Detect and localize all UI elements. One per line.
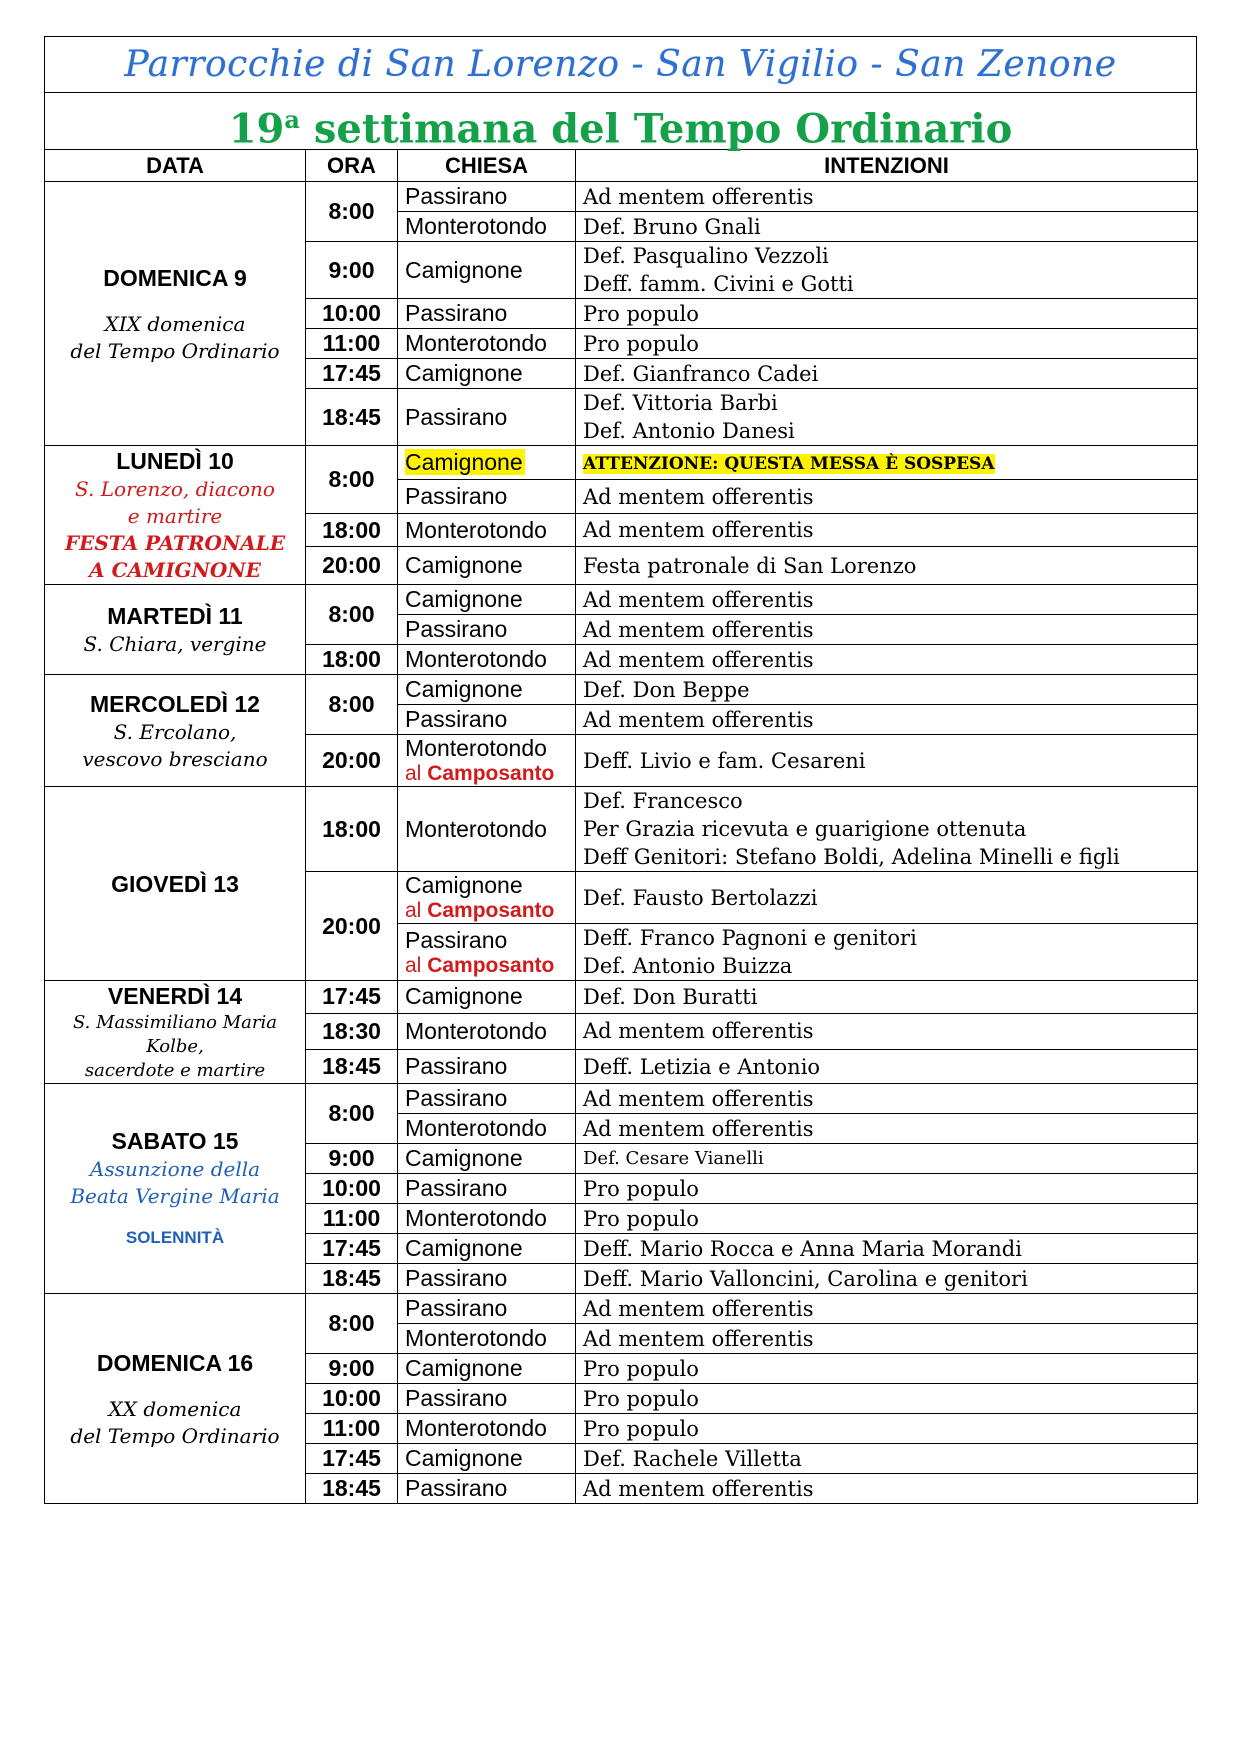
- church-name: Camignone: [405, 256, 523, 283]
- day-cell: [45, 182, 306, 446]
- day-spacer: [45, 293, 305, 311]
- day-spacer: [45, 1378, 305, 1396]
- church-cell: [398, 1384, 576, 1414]
- church-cell: [398, 872, 576, 924]
- mass-row: [45, 1294, 1198, 1324]
- mass-schedule-sheet: [44, 36, 1197, 1504]
- day-name: MERCOLEDÌ 12: [90, 690, 260, 717]
- church-name: Monterotondo: [405, 815, 547, 842]
- day-name: LUNEDÌ 10: [116, 448, 234, 474]
- church-location: [405, 762, 575, 786]
- mass-time: 10:00: [306, 1384, 398, 1414]
- mass-row: [45, 675, 1198, 705]
- mass-time: 18:45: [306, 389, 398, 446]
- church-cell: [398, 242, 576, 299]
- day-cell: [45, 585, 306, 675]
- intention-text: Ad mentem offerentis: [583, 1019, 814, 1044]
- intention-text: Pro populo: [583, 1416, 699, 1441]
- church-name: Monterotondo: [405, 1017, 547, 1044]
- church-name: Camignone: [405, 1445, 523, 1471]
- mass-row: [45, 1084, 1198, 1114]
- liturgical-note: XIX domenica: [104, 311, 246, 336]
- intention-text: Ad mentem offerentis: [583, 1326, 814, 1351]
- church-name: Passirano: [405, 300, 508, 326]
- mass-time: 17:45: [306, 1444, 398, 1474]
- intentions-cell: [576, 615, 1198, 645]
- intention-text: Def. Don Buratti: [583, 984, 758, 1009]
- church-name: Camignone: [405, 872, 523, 898]
- church-cell: [398, 480, 576, 513]
- liturgical-note: A CAMIGNONE: [89, 558, 261, 582]
- intentions-cell: [576, 1013, 1198, 1049]
- church-cell: [398, 1013, 576, 1049]
- intention-text: Deff. famm. Civini e Gotti: [583, 272, 854, 296]
- church-name: Camignone: [405, 552, 523, 579]
- intention-text: Pro populo: [583, 1176, 699, 1201]
- church-name: Camignone: [405, 1235, 523, 1261]
- day-cell: [45, 1294, 306, 1504]
- church-cell: [398, 1084, 576, 1114]
- intentions-cell: [576, 1114, 1198, 1144]
- church-cell: [398, 547, 576, 585]
- church-cell: [398, 513, 576, 546]
- church-name: Passirano: [405, 706, 508, 732]
- intentions-cell: [576, 924, 1198, 981]
- church-cell: [398, 1174, 576, 1204]
- church-cell: [398, 1444, 576, 1474]
- church-cell: [398, 299, 576, 329]
- week-title: [44, 92, 1197, 153]
- location-prefix: al: [405, 953, 422, 977]
- mass-time: 18:00: [306, 645, 398, 675]
- header-row: [45, 150, 1198, 182]
- mass-time: 9:00: [306, 242, 398, 299]
- day-cell: [45, 787, 306, 981]
- location-place: Camposanto: [427, 762, 555, 785]
- intentions-cell: [576, 446, 1198, 480]
- intention-text: Def. Antonio Danesi: [583, 419, 795, 443]
- schedule-table: [44, 149, 1198, 1504]
- church-location: [405, 899, 575, 923]
- church-cell: [398, 1144, 576, 1174]
- church-name: Camignone: [405, 1145, 523, 1171]
- mass-row: [45, 585, 1198, 615]
- church-cell: [398, 1474, 576, 1504]
- intentions-cell: [576, 1264, 1198, 1294]
- day-name: GIOVEDÌ 13: [111, 870, 239, 897]
- mass-row: [45, 981, 1198, 1014]
- mass-time: 17:45: [306, 1234, 398, 1264]
- church-name: Passirano: [405, 403, 508, 430]
- day-cell: [45, 675, 306, 787]
- intentions-cell: [576, 1084, 1198, 1114]
- mass-time: 8:00: [306, 1294, 398, 1354]
- mass-time: 18:30: [306, 1013, 398, 1049]
- church-cell: [398, 389, 576, 446]
- church-name: Monterotondo: [405, 1115, 547, 1141]
- intentions-cell: [576, 1050, 1198, 1084]
- intention-text: Def. Gianfranco Cadei: [583, 361, 819, 386]
- intention-text: Deff. Letizia e Antonio: [583, 1054, 821, 1079]
- intention-text: Def. Don Beppe: [583, 677, 750, 702]
- liturgical-note: del Tempo Ordinario: [70, 338, 280, 363]
- mass-time: 20:00: [306, 872, 398, 981]
- church-name: Passirano: [405, 183, 508, 209]
- church-name: Camignone: [405, 449, 523, 476]
- intentions-cell: [576, 1294, 1198, 1324]
- location-prefix: al: [405, 762, 422, 785]
- liturgical-note: FESTA PATRONALE: [64, 531, 286, 555]
- church-name: Camignone: [405, 586, 523, 612]
- mass-time: 17:45: [306, 981, 398, 1014]
- day-cell: [45, 981, 306, 1084]
- intention-text: Deff Genitori: Stefano Boldi, Adelina Minelli e figli: [583, 845, 1120, 869]
- week-label: settimana del Tempo Ordinario: [299, 105, 1013, 153]
- church-name: Passirano: [405, 1085, 508, 1111]
- intention-text: Def. Bruno Gnali: [583, 214, 761, 239]
- church-name: Camignone: [405, 1355, 523, 1381]
- mass-time: 8:00: [306, 585, 398, 645]
- intentions-cell: [576, 242, 1198, 299]
- church-name: Monterotondo: [405, 330, 547, 356]
- church-cell: [398, 1414, 576, 1444]
- mass-time: 11:00: [306, 1414, 398, 1444]
- church-name: Passirano: [405, 483, 508, 510]
- church-cell: [398, 329, 576, 359]
- intention-text: Deff. Franco Pagnoni e genitori: [583, 926, 917, 950]
- intentions-cell: [576, 1354, 1198, 1384]
- mass-row: [45, 446, 1198, 480]
- intentions-cell: [576, 787, 1198, 872]
- intention-text: Ad mentem offerentis: [583, 617, 814, 642]
- church-name: Monterotondo: [405, 213, 547, 239]
- intentions-cell: [576, 1144, 1198, 1174]
- intention-text: Ad mentem offerentis: [583, 184, 814, 209]
- week-number: 19: [228, 105, 285, 153]
- intentions-cell: [576, 547, 1198, 585]
- intention-text: Pro populo: [583, 301, 699, 326]
- mass-time: 10:00: [306, 1174, 398, 1204]
- intentions-cell: [576, 1384, 1198, 1414]
- church-cell: [398, 1204, 576, 1234]
- church-cell: [398, 675, 576, 705]
- church-name: Passirano: [405, 1265, 508, 1291]
- church-name: Camignone: [405, 360, 523, 386]
- church-cell: [398, 1264, 576, 1294]
- church-cell: [398, 615, 576, 645]
- week-ordinal: a: [284, 105, 300, 134]
- church-cell: [398, 446, 576, 480]
- mass-time: 18:45: [306, 1050, 398, 1084]
- church-name: Monterotondo: [405, 735, 547, 761]
- church-name: Camignone: [405, 676, 523, 702]
- intention-text: Def. Rachele Villetta: [583, 1446, 802, 1471]
- church-cell: [398, 1050, 576, 1084]
- church-name: Monterotondo: [405, 646, 547, 672]
- intentions-cell: [576, 1174, 1198, 1204]
- intention-text: Ad mentem offerentis: [583, 1476, 814, 1501]
- intention-text: Def. Pasqualino Vezzoli: [583, 244, 829, 268]
- church-location: [405, 954, 575, 978]
- mass-time: 18:45: [306, 1264, 398, 1294]
- liturgical-note: S. Chiara, vergine: [83, 632, 267, 656]
- liturgical-note: Kolbe,: [146, 1036, 204, 1057]
- mass-time: 8:00: [306, 675, 398, 735]
- intentions-cell: [576, 329, 1198, 359]
- liturgical-note: S. Lorenzo, diacono: [75, 477, 275, 501]
- intention-text: Pro populo: [583, 1206, 699, 1231]
- intentions-cell: [576, 299, 1198, 329]
- intention-text: Pro populo: [583, 1386, 699, 1411]
- church-cell: [398, 1294, 576, 1324]
- mass-time: 10:00: [306, 299, 398, 329]
- church-cell: [398, 981, 576, 1014]
- church-cell: [398, 359, 576, 389]
- mass-time: 20:00: [306, 735, 398, 787]
- church-name: Passirano: [405, 1175, 508, 1201]
- intention-text: Def. Francesco: [583, 789, 743, 813]
- mass-row: [45, 182, 1198, 212]
- church-cell: [398, 182, 576, 212]
- church-name: Monterotondo: [405, 516, 547, 543]
- intentions-cell: [576, 1324, 1198, 1354]
- intentions-cell: [576, 705, 1198, 735]
- mass-time: 8:00: [306, 1084, 398, 1144]
- intention-text: Ad mentem offerentis: [583, 484, 814, 509]
- intentions-cell: [576, 872, 1198, 924]
- mass-time: 18:00: [306, 787, 398, 872]
- intentions-cell: [576, 1234, 1198, 1264]
- location-place: Camposanto: [427, 953, 555, 977]
- liturgical-note: del Tempo Ordinario: [70, 1423, 280, 1448]
- intentions-cell: [576, 645, 1198, 675]
- intention-text: Pro populo: [583, 331, 699, 356]
- col-header-time: ORA: [306, 150, 398, 182]
- mass-time: 18:45: [306, 1474, 398, 1504]
- day-name: VENERDÌ 14: [107, 983, 243, 1009]
- church-name: Passirano: [405, 1475, 508, 1501]
- intentions-cell: [576, 675, 1198, 705]
- liturgical-note: e martire: [127, 504, 223, 528]
- intention-text: Ad mentem offerentis: [583, 707, 814, 732]
- church-cell: [398, 212, 576, 242]
- church-cell: [398, 1324, 576, 1354]
- intentions-cell: [576, 1204, 1198, 1234]
- col-header-date: DATA: [45, 150, 306, 182]
- location-place: Camposanto: [427, 899, 555, 922]
- intention-text: Deff. Mario Valloncini, Carolina e genitori: [583, 1266, 1028, 1291]
- intentions-cell: [576, 1474, 1198, 1504]
- parish-title: Parrocchie di San Lorenzo - San Vigilio - San Zenone: [44, 36, 1197, 92]
- church-name: Passirano: [405, 1295, 508, 1321]
- church-name: Monterotondo: [405, 1205, 547, 1231]
- schedule-body: [45, 182, 1198, 1504]
- intentions-cell: [576, 212, 1198, 242]
- col-header-intentions: INTENZIONI: [576, 150, 1198, 182]
- intentions-cell: [576, 585, 1198, 615]
- col-header-church: CHIESA: [398, 150, 576, 182]
- liturgical-note: Assunzione della: [89, 1157, 261, 1181]
- intention-text: Def. Antonio Buizza: [583, 954, 793, 978]
- intention-text: Def. Fausto Bertolazzi: [583, 885, 818, 910]
- church-cell: [398, 585, 576, 615]
- day-name: DOMENICA 9: [103, 264, 247, 291]
- liturgical-note: vescovo bresciano: [82, 746, 268, 771]
- intention-text: Ad mentem offerentis: [583, 1086, 814, 1111]
- intention-text: Ad mentem offerentis: [583, 1296, 814, 1321]
- mass-time: 18:00: [306, 513, 398, 546]
- day-cell: [45, 1084, 306, 1294]
- mass-time: 8:00: [306, 182, 398, 242]
- church-cell: [398, 924, 576, 981]
- church-name: Passirano: [405, 926, 508, 953]
- church-cell: [398, 645, 576, 675]
- intentions-cell: [576, 1444, 1198, 1474]
- intentions-cell: [576, 735, 1198, 787]
- church-name: Camignone: [405, 983, 523, 1010]
- day-name: DOMENICA 16: [96, 1349, 254, 1376]
- mass-time: 9:00: [306, 1354, 398, 1384]
- intention-text: Def. Cesare Vianelli: [583, 1147, 764, 1169]
- mass-time: 17:45: [306, 359, 398, 389]
- intention-text: Per Grazia ricevuta e guarigione ottenuta: [583, 817, 1027, 841]
- liturgical-note: sacerdote e martire: [84, 1060, 266, 1081]
- intentions-cell: [576, 182, 1198, 212]
- liturgical-note: XX domenica: [108, 1396, 242, 1421]
- church-cell: [398, 705, 576, 735]
- church-name: Monterotondo: [405, 1415, 547, 1441]
- day-name: MARTEDÌ 11: [107, 603, 243, 629]
- solemnity-badge: SOLENNITÀ: [125, 1228, 225, 1247]
- intention-text: Ad mentem offerentis: [583, 647, 814, 672]
- church-cell: [398, 1234, 576, 1264]
- liturgical-note: Beata Vergine Maria: [70, 1184, 280, 1208]
- church-name: Passirano: [405, 1385, 508, 1411]
- church-name: Passirano: [405, 616, 508, 642]
- intention-text: Deff. Mario Rocca e Anna Maria Morandi: [583, 1236, 1022, 1261]
- mass-time: 8:00: [306, 446, 398, 514]
- day-name: SABATO 15: [111, 1128, 239, 1154]
- church-cell: [398, 1114, 576, 1144]
- intention-text: Ad mentem offerentis: [583, 1116, 814, 1141]
- intention-text: Pro populo: [583, 1356, 699, 1381]
- mass-time: 20:00: [306, 547, 398, 585]
- church-cell: [398, 735, 576, 787]
- mass-time: 9:00: [306, 1144, 398, 1174]
- intention-text: Festa patronale di San Lorenzo: [583, 553, 917, 578]
- intentions-cell: [576, 981, 1198, 1014]
- mass-row: [45, 787, 1198, 872]
- intentions-cell: [576, 513, 1198, 546]
- mass-time: 11:00: [306, 1204, 398, 1234]
- intention-text: ATTENZIONE: QUESTA MESSA È SOSPESA: [583, 453, 995, 474]
- intentions-cell: [576, 359, 1198, 389]
- church-cell: [398, 787, 576, 872]
- intentions-cell: [576, 389, 1198, 446]
- intentions-cell: [576, 1414, 1198, 1444]
- day-cell: [45, 446, 306, 585]
- intention-text: Def. Vittoria Barbi: [583, 391, 778, 415]
- intention-text: Ad mentem offerentis: [583, 587, 814, 612]
- location-prefix: al: [405, 899, 422, 922]
- church-name: Monterotondo: [405, 1325, 547, 1351]
- intentions-cell: [576, 480, 1198, 513]
- intention-text: Ad mentem offerentis: [583, 518, 814, 542]
- liturgical-note: S. Massimiliano Maria: [72, 1012, 277, 1033]
- liturgical-note: S. Ercolano,: [113, 719, 237, 744]
- mass-time: 11:00: [306, 329, 398, 359]
- church-name: Passirano: [405, 1053, 508, 1079]
- church-cell: [398, 1354, 576, 1384]
- intention-text: Deff. Livio e fam. Cesareni: [583, 748, 866, 773]
